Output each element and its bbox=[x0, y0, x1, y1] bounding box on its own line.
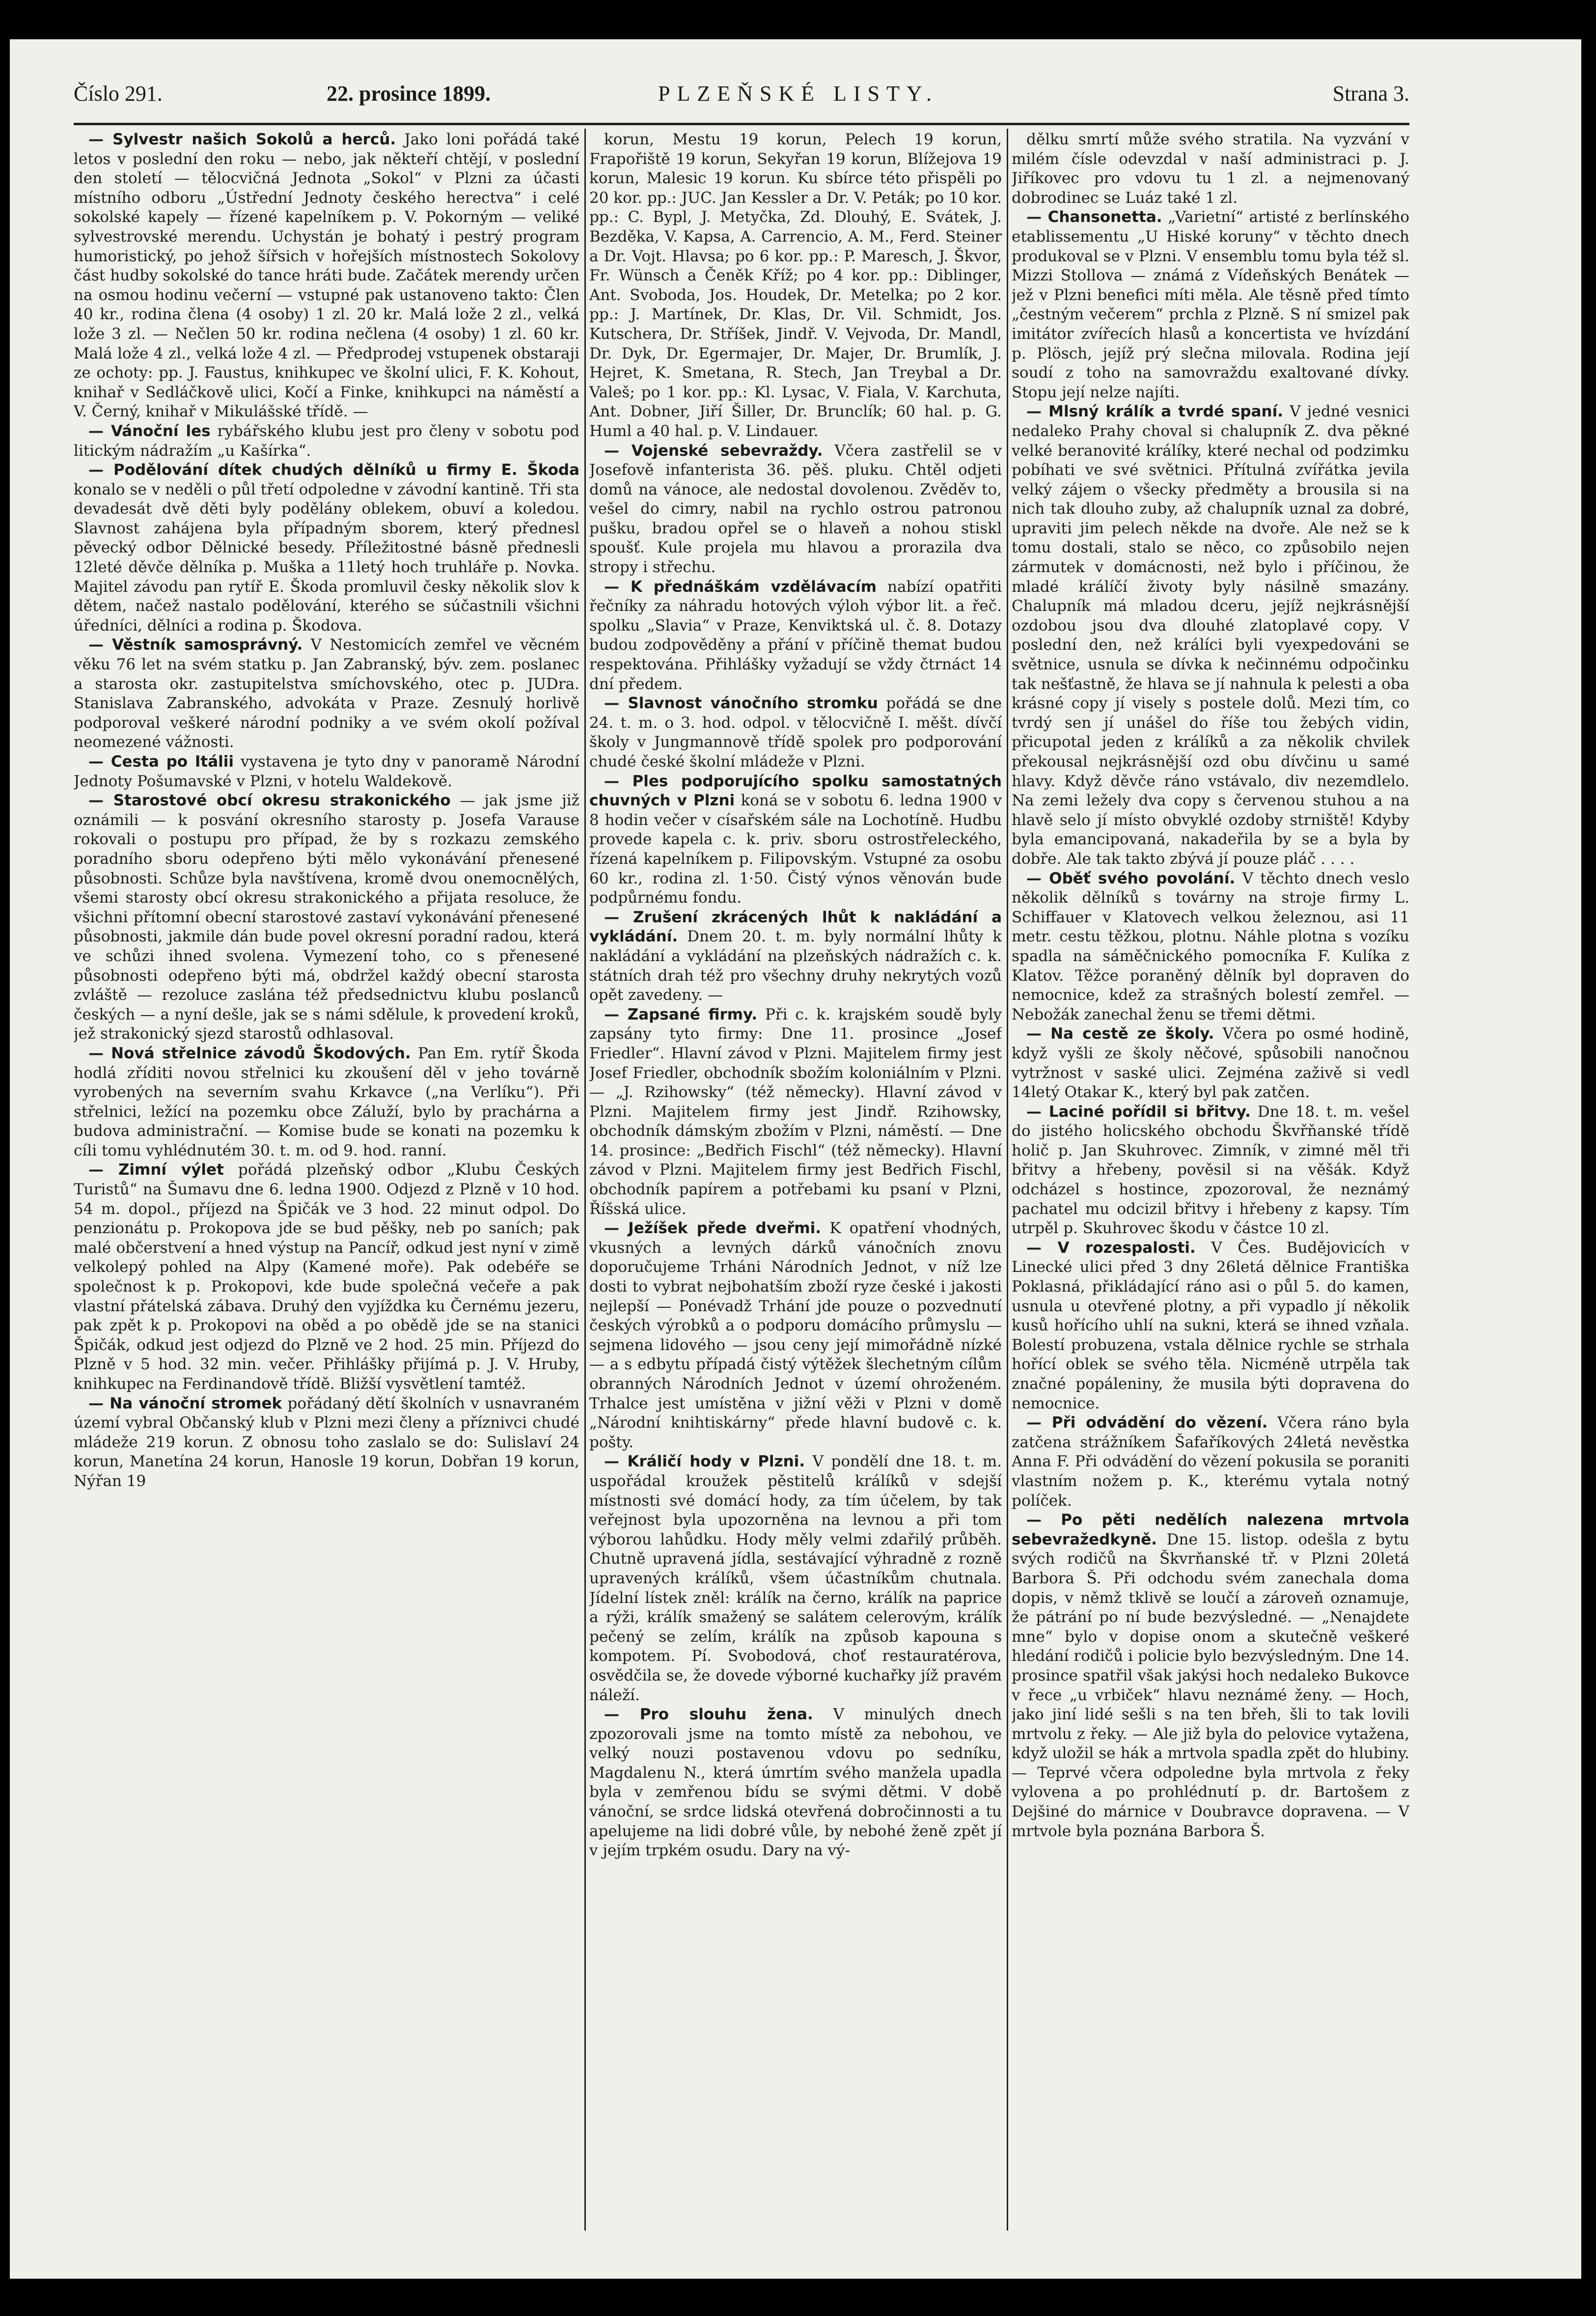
article-headline: — Při odvádění do vězení. bbox=[1026, 1414, 1268, 1432]
article-paragraph bbox=[74, 1160, 579, 1394]
article-paragraph bbox=[1012, 1103, 1409, 1239]
article-paragraph bbox=[74, 1394, 579, 1491]
column-2 bbox=[589, 130, 1002, 2232]
article-paragraph bbox=[1012, 208, 1409, 402]
article-paragraph bbox=[589, 1452, 1002, 1705]
article-body: Včera po osmé hodině, když vyšli ze školy něčové, spůsobili nanočnou vytržnost v saské ulici. Zejména zaživě si vedl 14letý Otakar K., který byl pak zatčen. bbox=[1012, 1025, 1409, 1102]
article-paragraph bbox=[589, 130, 1002, 441]
article-paragraph bbox=[1012, 402, 1409, 869]
article-paragraph bbox=[74, 422, 579, 461]
article-body: dělku smrtí může svého stratila. Na vyzvání v milém čísle odevzdal v naší administraci p. J. Jiříkovec pro vdovu tu 1 zl. a nejmenovaný dobrodinec se Luáz také 1 zl. bbox=[1012, 131, 1409, 207]
header-rule bbox=[74, 123, 1409, 125]
article-body: K opatření vhodných, vkusných a levných dárků vánočních znovu doporučujeme Trháni Národních Jednot, v níž lze dosti to vybrat nejbohatším zboží ryze české i jakosti nejlepší — Ponévadž Trhání jde pouze o pozvednutí českých výrobků a o podporu domácího průmyslu — sejmena lidového — jsou ceny její mimořádně nízké — a s edbytu případá čistý výtěžek šlechetným cílům obranných Národních Jednot v území ohroženém. Trhalce jest umístěna v jižní věži v Plzni v domě „Národní knihtiskárny“ přede hlavní budově c. k. pošty. bbox=[589, 1219, 1002, 1451]
article-body: „Varietní“ artisté z berlínského etablissementu „U Hiské koruny“ v těchto dnech produkoval se v Plzni. V ensemblu tomu byla též sl. Mizzi Stollova — známá z Vídeňských Benátek — jež v Plzni benefici míti měla. Ale těsně před tímto „čestným večerem“ prchla z Plzně. S ní smizel pak imitátor zvířecích hlasů a koncertista ve hvízdání p. Plösch, jejíž prý slečna milovala. Rodina její soudí z toho na samovraždu exaltované dívky. Stopu její nelze najíti. bbox=[1012, 208, 1409, 401]
article-body: V jedné vesnici nedaleko Prahy choval si chalupník Z. dva pěkné velké beranovité králíky, které nechal od podzimku pobíhati ve své světnici. Přítulná zvířátka jevila velký zájem o všecky předměty a brousila si na nich tak dlouho zuby, až chalupník uznal za dobré, upraviti jim pelech někde na dvoře. Ale než se k tomu dostali, stalo se něco, co způsobilo nejen zármutek v domácnosti, než bylo i příčinou, že mladé králíčí životy byly násilně smazány. Chalupník má mladou dceru, jejíž nejkrásnější ozdobou jsou dva dlouhé zlatoplavé copy. V poslední den, než králíci byli vyexpedováni se světnice, usnula se dívka k nečinnému odpočinku tak nešťastně, že hlava se jí nahnula k pelesti a oba krásné copy jí visely s postele dolů. Mezi tím, co tvrdý sen jí unášel do říše tou žebých vidin, přicupotal jeden z králíků a za několik chvilek překousal nejkrásnější ozd obu dívčinu u samé hlavy. Když děvče ráno vstávalo, div nezemdlelo. Na zemi ležely dva copy s červenou stuhou a na hlavě selo jí místo obvyklé ozdoby strniště! Kdyby byla emancipovaná, nakadeřila by se a byla by dobře. Ale tak takto zbývá jí pouze pláč . . . . bbox=[1012, 403, 1409, 868]
article-headline: — Po pěti nedělích nalezena mrtvola sebevražedkyně. bbox=[1012, 1511, 1409, 1548]
article-paragraph bbox=[589, 441, 1002, 578]
article-paragraph bbox=[1012, 1511, 1409, 1841]
article-paragraph bbox=[589, 908, 1002, 1005]
article-body: V Čes. Budějovicích v Linecké ulici před 3 dny 26letá dělnice Františka Poklasná, přikládající ráno asi o půl 5. do kamen, usnula u otevřené plotny, a při vypadlo jí několik kusů hořícího uhlí na sukni, která se ihned vzňala. Bolestí probuzena, vstala dělnice rychle se strhala hořící oblek se svého těla. Nicméně utrpěla tak značné popáleniny, že musila býti dopravena do nemocnice. bbox=[1012, 1239, 1409, 1412]
article-headline: — Starostové obcí okresu strakonického bbox=[88, 792, 451, 810]
article-body: V těchto dnech veslo několik dělníků s továrny na stroje firmy L. Schiffauer v Klatovech velkou železnou, asi 11 metr. cestu těžkou, plotnu. Náhle plotna s vozíku spadla na sáměčnického pomocníka F. Kulíka z Klatov. Těžce poraněný dělník byl dopraven do nemocnice, kdež za strašných bolestí zemřel. — Nebožák zanechal ženu se třemi dětmi. bbox=[1012, 869, 1409, 1023]
article-body: — jak jsme již oznámili — k posvání okresního starosty p. Josefa Varause rokovali o postupu pro případ, že by s rozkazu zemského poradního sboru odepřeno býti mělo vykonávání přenesené působnosti. Schůze byla navštívena, kromě dvou onemocnělých, všemi starosty obcí okresu strakonického a přijata resoluce, že všichni přítomní obecní starostové zastaví vykonávání přenesené působnosti, jakmile dán bude povel okresní poradní radou, která ve schůzi ihned svolena. Vymezení toho, co s přenesené působnosti odepřeno býti má, obdržel každý obecní starosta zvláště — rezoluce zaslána též předsednictvu klubu poslanců českých — a nyní dešle, jak se s námi sdělule, k provedení kroků, jež strakonický sjezd starostů odhlasoval. bbox=[74, 792, 579, 1043]
article-body: V Nestomicích zemřel ve věcném věku 76 let na svém statku p. Jan Zabranský, býv. zem. poslanec a starosta okr. zastupitelstva smíchovského, otec p. JUDra. Stanislava Zabranského, advokáta v Praze. Zesnulý horlivě podporoval veškeré národní podniky a ve svém okolí požíval neomezené vážnosti. bbox=[74, 636, 579, 751]
article-paragraph bbox=[74, 1044, 579, 1161]
article-paragraph bbox=[589, 578, 1002, 694]
article-headline: — Zapsané firmy. bbox=[604, 1005, 758, 1023]
article-headline: — Cesta po Itálii bbox=[88, 753, 234, 771]
page-header bbox=[74, 81, 1409, 120]
article-body: Dne 15. listop. odešla z bytu svých rodičů na Škvrňanské tř. v Plzni 20letá Barbora Š. Při odchodu svém zanechala doma dopis, v němž tklivě se loučí a zároveň oznamuje, že pátrání po ní bude bezvýsledné. — „Nenajdete mne“ bylo v dopise onom a skutečně veškeré hledání rodičů i policie bylo bezvýsledným. Dne 14. prosince spatřil však jakýsi hoch nedaleko Bukovce v řece „u vrbiček“ hlavu neznámé ženy. — Hoch, jako jiní lidé sešli s na ten břeh, šli to tak lovili mrtvolu z řeky. — Ale již byla do pelovice vytažena, když uložil se hák a mrtvola spadla zpět do hlubiny. — Teprvé včera odpoledne byla mrtvola z řeky vylovena a po prohlédnutí p. dr. Bartošem z Dejšiné do márnice v Doubravce dopravena. — V mrtvole byla poznána Barbora Š. bbox=[1012, 1530, 1409, 1840]
article-headline: — Zrušení zkrácených lhůt k nakládání a vykládání. bbox=[589, 908, 1002, 946]
issue-date: 22. prosince 1899. bbox=[327, 82, 491, 106]
page-number: Strana 3. bbox=[1332, 82, 1409, 106]
column-divider bbox=[584, 129, 586, 2231]
article-paragraph bbox=[1012, 130, 1409, 208]
article-headline: — Ježíšek přede dveřmi. bbox=[604, 1219, 821, 1238]
article-body: Při c. k. krajském soudě byly zapsány tyto firmy: Dne 11. prosince „Josef Friedler“. Hlavní závod v Plzni. Majitelem firmy jest Josef Friedler, obchodník sbožím koloniálním v Plzni. — „J. Rzihowsky“ (též německy). Hlavní závod v Plzni. Majitelem firmy jest Jindř. Rzihowsky, obchodník dámským zbožím v Plzni, náměstí. — Dne 14. prosince: „Bedřich Fischl“ (též německy). Hlavní závod v Plzni. Majitelem firmy jest Bedřich Fischl, obchodník papírem a potřebami ku psaní v Plzni, Říšská ulice. bbox=[589, 1005, 1002, 1218]
article-headline: — Na cestě ze školy. bbox=[1026, 1025, 1214, 1043]
article-body: pořádá se dne 24. t. m. o 3. hod. odpol. v tělocvičně I. měšt. dívčí školy v Jungmannově třídě spolek pro podporování chudé české školní mládeže v Plzni. bbox=[589, 694, 1002, 771]
masthead-title: PLZEŇSKÉ LISTY. bbox=[658, 82, 938, 106]
article-paragraph bbox=[1012, 1239, 1409, 1413]
article-headline: — Nová střelnice závodů Škodových. bbox=[88, 1044, 411, 1062]
article-headline: — Mlsný králík a tvrdé spaní. bbox=[1026, 403, 1283, 421]
article-headline: — Pro slouhu žena. bbox=[604, 1706, 813, 1724]
article-paragraph bbox=[74, 130, 579, 422]
article-paragraph bbox=[74, 461, 579, 635]
article-paragraph bbox=[1012, 1024, 1409, 1102]
article-body: Včera ráno byla zatčena strážníkem Šafaříkových 24letá nevěstka Anna F. Při odvádění do vězení pokusila se poraniti vlastním nožem p. K., kterému vytala notný políček. bbox=[1012, 1414, 1409, 1510]
article-paragraph bbox=[1012, 869, 1409, 1025]
article-headline: — V rozespalosti. bbox=[1026, 1239, 1196, 1257]
article-headline: — K přednáškám vzdělávacím bbox=[604, 578, 877, 596]
article-body: V pondělí dne 18. t. m. uspořádal kroužek pěstitelů králíků v sdejší místnosti své domácí hody, za tím účelem, by tak veřejnost byla upozorněna na levnou a při tom výborou lahůdku. Hody měly velmi zdařilý průběh. Chutně upravená jídla, sestávající výhradně z rozně upravených králíků, všem účastníkům chutnala. Jídelní lístek zněl: králík na černo, králík na paprice a rýži, králík smažený se salátem celerovým, králík pečený se zelím, králík na způsob kapouna s kompotem. Pí. Svobodová, choť restauratérova, osvědčila se, že dovede výborné kuchařky jíž pravém náleží. bbox=[589, 1453, 1002, 1704]
article-body: Dnem 20. t. m. byly normální lhůty k nakládání a vykládání na plzeňských nádražích c. k. státních drah též pro všechny druhy nekrytých vozů opět zavedeny. — bbox=[589, 928, 1002, 1004]
article-headline: — Králičí hody v Plzni. bbox=[604, 1453, 805, 1471]
article-paragraph bbox=[74, 635, 579, 752]
column-3 bbox=[1012, 130, 1409, 2232]
column-divider bbox=[1007, 129, 1008, 2231]
article-body: vystavena je tyto dny v panoramě Národní Jednoty Pošumavské v Plzni, v hotelu Waldekově. bbox=[74, 753, 579, 790]
article-headline: — Ples podporujícího spolku samostatných chuvných v Plzni bbox=[589, 772, 1002, 810]
article-paragraph bbox=[74, 752, 579, 791]
article-body: nabízí opatřiti řečníky za náhradu hotových výloh výbor lit. a řeč. spolku „Slavia“ v Praze, Kenviktská ul. č. 8. Dotazy budou zodpověděny a přání v příčině themat budou respektována. Přihlášky vyžadují se vždy čtrnáct 14 dní předem. bbox=[589, 578, 1002, 693]
article-paragraph bbox=[589, 1219, 1002, 1452]
article-body: rybářského klubu jest pro členy v sobotu pod litickým nádražím „u Kašírka“. bbox=[74, 422, 579, 460]
article-paragraph bbox=[589, 1005, 1002, 1219]
article-headline: — Oběť svého povolání. bbox=[1026, 869, 1236, 887]
article-body: korun, Mestu 19 korun, Pelech 19 korun, Frapořiště 19 korun, Sekyřan 19 korun, Blížejova 19 korun, Malesic 19 korun. Ku sbírce této přispěli po 20 kor. pp.: JUC. Jan Kessler a Dr. V. Peták; po 10 kor. pp.: C. Bypl, J. Metyčka, Zd. Dlouhý, E. Svátek, J. Bezděka, V. Kapsa, A. Carrencio, A. M., Ferd. Steiner a Dr. Vojt. Hlavsa; po 6 kor. pp.: P. Maresch, J. Škvor, Fr. Wünsch a Čeněk Kříž; po 4 kor. pp.: Diblinger, Ant. Svoboda, Jos. Houdek, Dr. Metelka; po 2 kor. pp.: J. Martínek, Dr. Klas, Dr. Vil. Schmidt, Jos. Kutschera, Dr. Stříšek, Jindř. V. Vejvoda, Dr. Mandl, Dr. Dyk, Dr. Egermajer, Dr. Majer, Dr. Brumlík, J. Hejret, K. Smetana, R. Stech, Jan Treybal a Dr. Valeš; po 1 kor. pp.: Kl. Lysac, V. Fiala, V. Karchuta, Ant. Dobner, Jiří Šiller, Dr. Brunclík; 60 hal. p. G. Huml a 40 hal. p. V. Lindauer. bbox=[589, 131, 1002, 440]
article-body: Jako loni pořádá také letos v poslední den roku — nebo, jak někteří chtějí, v poslední den století — tělocvičná Jednota „Sokol“ v Plzni za účasti místního odboru „Ústřední Jednoty českého herectva“ i celé sokolské kapely — řízené kapelníkem p. V. Pokorným — veliké sylvestrovské merendu. Uchystán je bohatý i pestrý program humoristický, po jehož šířsich v hořejších místnostech Sokolovy část hudby sokolské do tance hráti bude. Začátek merendy určen na osmou hodinu večerní — vstupné pak ustanoveno takto: Člen 40 kr., rodina člena (4 osoby) 1 zl. 20 kr. Malá lože 2 zl., velká lože 3 zl. — Nečlen 50 kr. rodina nečlena (4 osoby) 1 zl. 60 kr. Malá lože 4 zl., velká lože 4 zl. — Předprodej vstupenek obstaraji ze ochoty: pp. J. Faustus, knihkupec ve školní ulici, F. K. Kohout, knihař v Sedláčkově ulici, Kočí a Finke, knihkupci na náměstí a V. Černý, knihař v Mikulášské třídě. — bbox=[74, 131, 579, 421]
article-paragraph bbox=[589, 1705, 1002, 1861]
article-headline: — Sylvestr našich Sokolů a herců. bbox=[88, 131, 396, 148]
article-headline: — Věstník samosprávný. bbox=[88, 636, 303, 654]
article-headline: — Na vánoční stromek bbox=[88, 1394, 282, 1412]
article-headline: — Podělování dítek chudých dělníků u firmy E. Škoda bbox=[88, 461, 579, 479]
article-body: pořádá plzeňský odbor „Klubu Českých Turistů“ na Šumavu dne 6. ledna 1900. Odjezd z Plzně v 10 hod. 54 m. dopol., příjezd na Špičák ve 3 hod. 22 minut odpol. Do penzionátu p. Prokopova jde se bud pěšky, neb po saních; pak malé občerstvení a hned výstup na Pancíř, odkud jest nyní v zimě velkolepý pohled na Alpy (Kamené moře). Pak odebéře se společnost k p. Prokopovi, kde bude společná večeře a pak vlastní přátelská zábava. Druhý den vyjíždka ku Černému jezeru, pak zpět k p. Prokopovi na oběd a po obědě jde se na stanici Špičák, odkud jest odjezd do Plzně ve 2 hod. 25 min. Příjezd do Plzně v 5 hod. 32 min. večer. Přihlášky přijímá p. J. V. Hruby, knihkupec na Ferdinandově třídě. Bližší vysvětlení tamtéž. bbox=[74, 1161, 579, 1393]
article-headline: — Laciné pořídil si břitvy. bbox=[1026, 1103, 1251, 1121]
article-body: V minulých dnech zpozorovali jsme na tomto místě za nebohou, ve velký nouzi postavenou vdovu po sedníku, Magdalenu N., která úmrtím svého manžela upadla byla v zemřenou bídu se svými dětmi. V době vánoční, se srdce lidská otevřená dobročinnosti a tu apelujeme na lidi dobré vůle, by nebohé ženě zpět jí v jejím trpkém osudu. Dary na vý- bbox=[589, 1706, 1002, 1860]
article-body: Dne 18. t. m. vešel do jistého holicského obchodu Škvřňanské třídě holič p. Jan Skuhrovec. Zimník, v zimné měl tři břitvy a hřebeny, pověsil si na věšák. Když odcházel s hostince, zpozoroval, že neznámý pachatel mu odcizil břitvy i hřebeny z kapsy. Tím utrpěl p. Skuhrovec škodu v částce 10 zl. bbox=[1012, 1103, 1409, 1238]
column-1 bbox=[74, 130, 579, 2232]
article-paragraph bbox=[1012, 1413, 1409, 1511]
article-paragraph bbox=[74, 791, 579, 1044]
article-body: Pan Em. rytíř Škoda hodlá zříditi novou střelnici ku zkoušení děl v jeho továrně vyrobených na severním svahu Krkavce („na Verlíku“). Při střelnici, ležící na pozemku obce Záluží, bylo by prachárna a budova administrační. — Komise bude se konati na pozemku k cíli tomu vyhlédnutém 30. t. m. od 9. hod. ranní. bbox=[74, 1044, 579, 1159]
article-headline: — Slavnost vánočního stromku bbox=[604, 694, 878, 713]
article-body: koná se v sobotu 6. ledna 1900 v 8 hodin večer v císařském sále na Lochotíně. Hudbu provede kapela c. k. priv. sboru ostrostřeleckého, řízená kapelníkem p. Filipovským. Vstupné za osobu 60 kr., rodina zl. 1·50. Čistý výnos věnován bude podpůrnému fondu. bbox=[589, 792, 1002, 907]
article-headline: — Chansonetta. bbox=[1026, 208, 1162, 226]
article-body: pořádaný dětí školních v usnavraném území vybral Občanský klub v Plzni mezi členy a příznivci chudé mládeže 219 korun. Z obnosu toho zaslalo se do: Sulislaví 24 korun, Manetína 24 korun, Hanosle 19 korun, Dobřan 19 korun, Nýřan 19 bbox=[74, 1394, 579, 1490]
article-body: Včera zastřelil se v Josefově infanterista 36. pěš. pluku. Chtěl odjeti domů na vánoce, ale nedostal dovolenou. Zvěděv to, vešel do cimry, nabil na rychlo ostrou patronou pušku, bradou opřel se o hlaveň a nohou stiskl spoušť. Kule projela mu hlavou a prorazila dva stropy i střechu. bbox=[589, 441, 1002, 577]
article-headline: — Vánoční les bbox=[88, 422, 211, 440]
article-headline: — Zimní výlet bbox=[88, 1161, 224, 1179]
article-paragraph bbox=[589, 694, 1002, 772]
article-paragraph bbox=[589, 772, 1002, 908]
issue-number: Číslo 291. bbox=[74, 82, 163, 106]
article-body: konalo se v neděli o půl třetí odpoledne v závodní kantině. Tři sta devadesát dvě děti byly podělány oblekem, obuví a koledou. Slavnost zahájena byla případným sborem, který přednesl pěvecký odbor Dělnické besedy. Příležitostné básně přednesli 12leté děvče dělníka p. Muška a 11letý hoch truhláře p. Novka. Majitel závodu pan rytíř E. Škoda promluvil česky několik slov k dětem, načež nastalo podělování, kterého se súčastnili všichni úředníci, dělníci a rodina p. Škodova. bbox=[74, 480, 579, 634]
article-headline: — Vojenské sebevraždy. bbox=[604, 441, 823, 460]
